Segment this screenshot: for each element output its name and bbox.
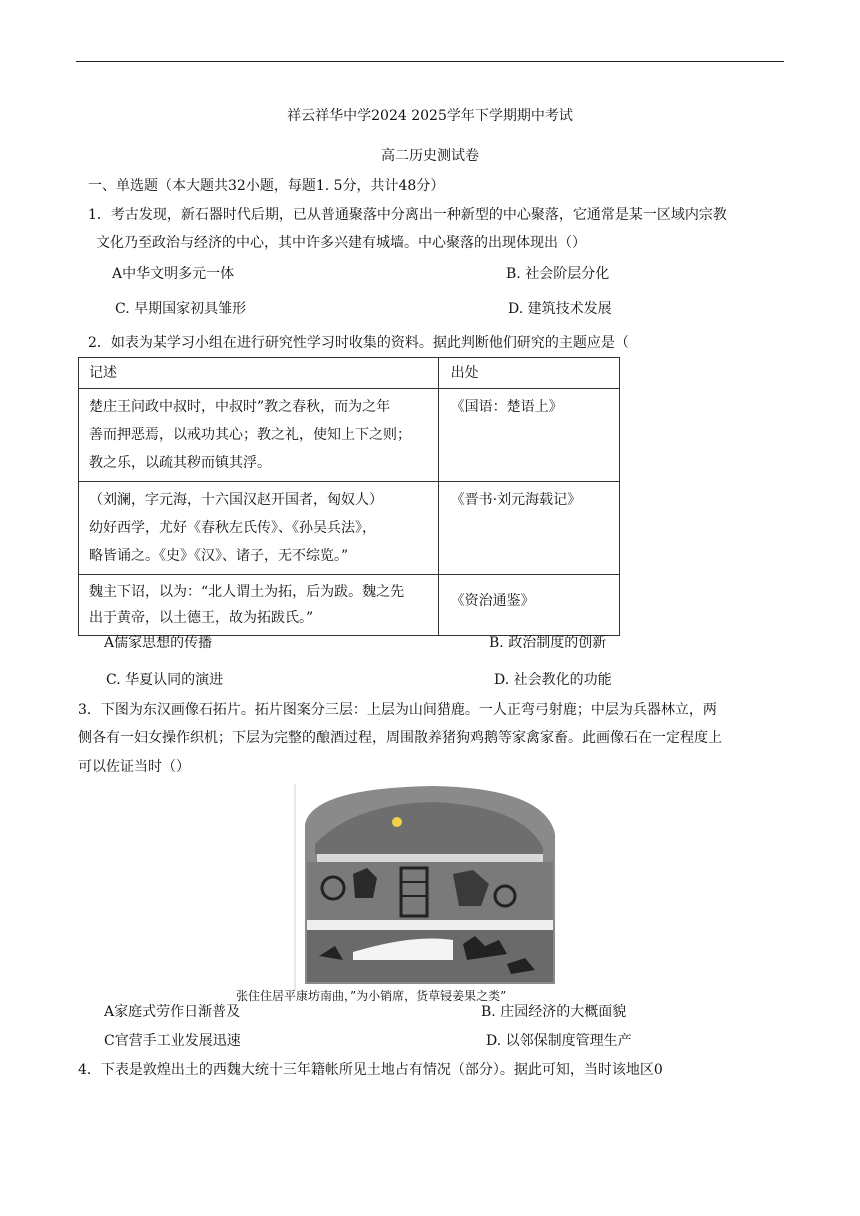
table-header-cell: 记述: [79, 358, 439, 389]
table-header-row: [79, 358, 620, 389]
q4-stem: 4．下表是敦煌出土的西魏大统十三年籍帐所见土地占有情况（部分）。据此可知，当时该地区0: [78, 1062, 663, 1078]
table-cell-record: （刘澜，字元海，十六国汉赵开国者，匈奴人） 幼好西学，尤好《春秋左氏传》、《孙吴兵法》， 略皆诵之。《史》《汉》、诸子，无不综览。”: [79, 482, 439, 575]
table-cell-source: 《晋书·刘元海载记》: [438, 482, 619, 575]
table-cell-record: 魏主下诏，以为：“北人谓土为拓，后为跋。魏之先 出于黄帝，以土德王，故为拓跋氏。”: [79, 575, 439, 636]
q3-stem-line2: 侧各有一妇女操作织机；下层为完整的酿酒过程，周围散养猪狗鸡鹅等家禽家畜。此画像石在一定程度上: [78, 730, 722, 746]
table-header-cell: 出处: [438, 358, 619, 389]
q2-stem: 2．如表为某学习小组在进行研究性学习时收集的资料。据此判断他们研究的主题应是（: [88, 335, 629, 351]
q2-source-table: [78, 357, 620, 636]
q3-option-d: D. 以邻保制度管理生产: [486, 1033, 632, 1049]
table-cell-record: 楚庄王问政中叔时，中叔时”教之春秋，而为之年 善而押恶焉，以戒功其心；教之礼，使知上下之则； 教之乐，以疏其秽而镇其浮。: [79, 389, 439, 482]
header-rule: [76, 61, 784, 62]
q3-stem-line3: 可以佐证当时（）: [78, 759, 190, 775]
exam-subtitle: 高二历史测试卷: [381, 148, 479, 164]
stone-relief-rubbing-image: [293, 784, 565, 990]
q1-stem-line2: 文化乃至政治与经济的中心，其中许多兴建有城墙。中心聚落的出现体现出（）: [96, 235, 586, 251]
q3-option-a: A家庭式劳作日渐普及: [104, 1004, 241, 1020]
q1-option-d: D. 建筑技术发展: [508, 301, 612, 317]
image-caption: 张住住居平康坊南曲，”为小销席，货草锓姜果之类”: [236, 989, 507, 1003]
q3-option-b: B. 庄园经济的大概面貌: [481, 1004, 627, 1020]
q1-option-b: B. 社会阶层分化: [506, 266, 610, 282]
table-row: [79, 389, 620, 482]
table-cell-source: 《国语：楚语上》: [438, 389, 619, 482]
exam-title: 祥云祥华中学2024 2025学年下学期期中考试: [287, 108, 573, 124]
q1-option-c: C. 早期国家初具雏形: [115, 301, 247, 317]
q2-option-b: B. 政治制度的创新: [489, 635, 607, 651]
q1-option-a: A中华文明多元一体: [112, 266, 235, 282]
table-row: [79, 575, 620, 636]
q3-option-c: C官营手工业发展迅速: [104, 1033, 241, 1049]
q3-stem-line1: 3．下图为东汉画像石拓片。拓片图案分三层：上层为山间猎鹿。一人正弯弓射鹿；中层为兵器林立，两: [78, 702, 717, 718]
table-row: [79, 482, 620, 575]
table-cell-source: 《资治通鉴》: [438, 575, 619, 636]
q2-option-a: A儒家思想的传播: [104, 635, 213, 651]
section-heading: 一、单选题（本大题共32小题，每题1. 5分，共计48分）: [88, 178, 445, 194]
q2-option-c: C. 华夏认同的演进: [106, 672, 224, 688]
q1-stem-line1: 1．考古发现，新石器时代后期，已从普通聚落中分离出一种新型的中心聚落，它通常是某一区域内宗教: [88, 207, 727, 223]
q2-option-d: D. 社会教化的功能: [494, 672, 612, 688]
